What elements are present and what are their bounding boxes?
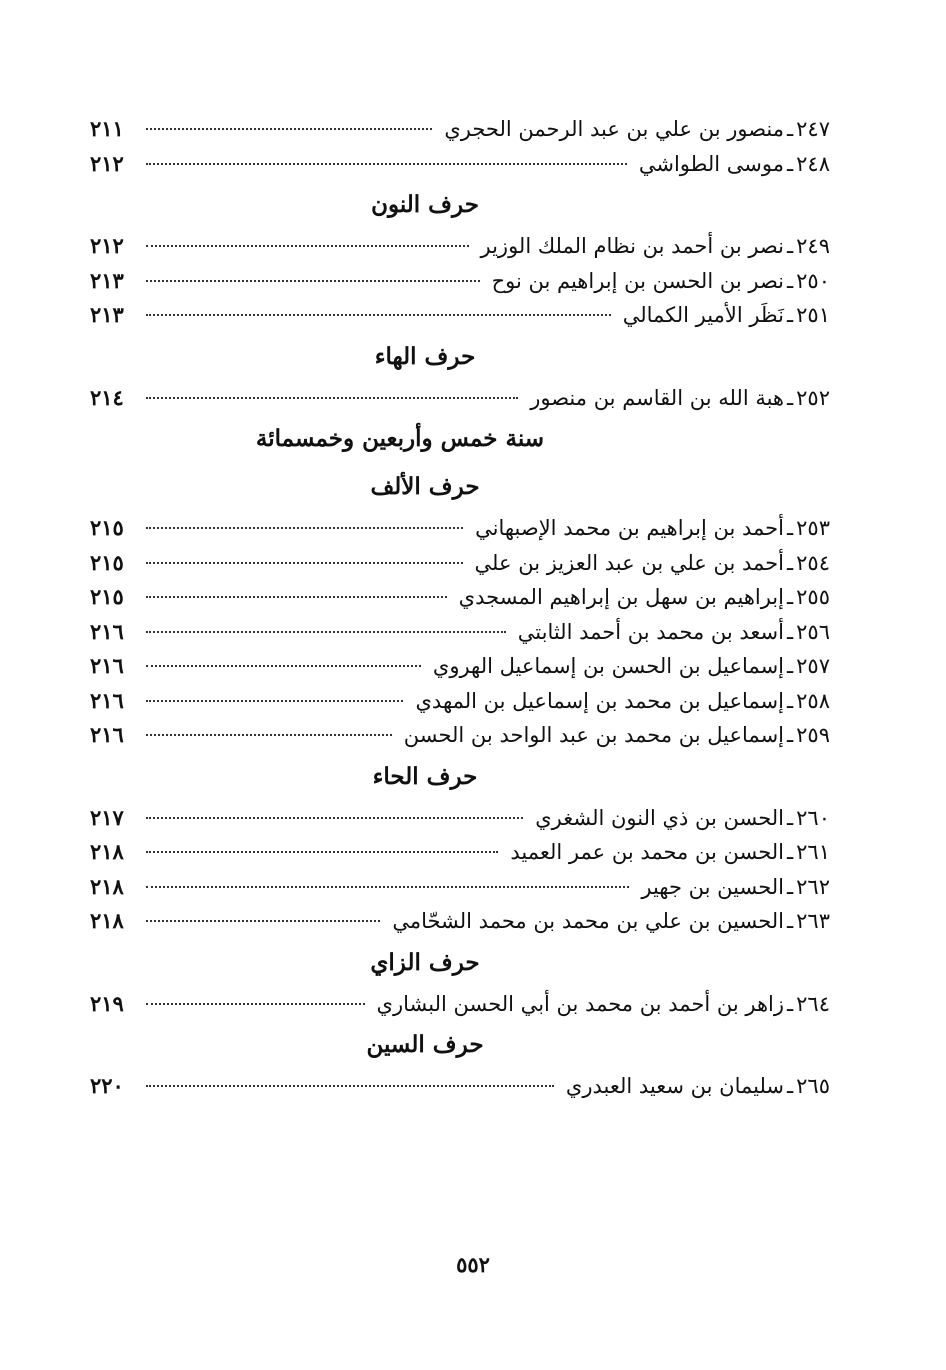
leader-dots <box>146 163 627 165</box>
section-heading: حرف الحاء <box>372 762 478 790</box>
entry-separator: ـ <box>787 151 794 176</box>
entry-number: ٢٥٥ <box>796 585 830 609</box>
entry-number: ٢٦٠ <box>796 805 830 830</box>
leader-dots <box>146 397 518 399</box>
index-entry[interactable] <box>90 904 830 939</box>
leader-dots <box>146 562 463 564</box>
index-entry[interactable] <box>90 229 830 264</box>
entry-name: منصور بن علي بن عبد الرحمن الحجري <box>444 117 784 141</box>
entry-page-number: ٢٢٠ <box>90 1073 124 1098</box>
entry-number: ٢٦١ <box>796 840 830 864</box>
page-number: ٥٥٢ <box>456 1252 490 1277</box>
entry-page-number: ٢١٢ <box>90 233 124 258</box>
entry-number: ٢٥١ <box>796 303 830 327</box>
index-entry[interactable] <box>90 684 830 719</box>
index-entry[interactable] <box>90 835 830 870</box>
entry-number: ٢٥٧ <box>796 654 830 678</box>
entry-name: زاهر بن أحمد بن محمد بن أبي الحسن البشاري <box>376 991 784 1016</box>
leader-dots <box>146 314 611 316</box>
entry-name: أسعد بن محمد بن أحمد الثابتي <box>517 619 784 644</box>
entry-separator: ـ <box>787 585 794 609</box>
entry-page-number: ٢١٥ <box>90 584 124 609</box>
index-entry[interactable] <box>90 381 830 416</box>
entry-name: سليمان بن سعيد العبدري <box>565 1074 784 1098</box>
entry-number: ٢٥٢ <box>796 385 830 410</box>
entry-number: ٢٤٩ <box>796 234 830 258</box>
index-entry[interactable] <box>90 615 830 650</box>
entry-number: ٢٦٢ <box>796 874 830 899</box>
entry-page-number: ٢١٨ <box>90 839 124 864</box>
entry-name: هبة الله بن القاسم بن منصور <box>530 385 784 410</box>
entry-separator: ـ <box>787 991 794 1016</box>
entry-name: الحسن بن ذي النون الشغري <box>535 805 784 830</box>
entry-name: الحسين بن علي بن محمد بن محمد الشحّامي <box>392 909 784 933</box>
index-entry[interactable] <box>90 147 830 182</box>
entry-separator: ـ <box>787 303 794 327</box>
section-heading: حرف الزاي <box>370 948 480 976</box>
index-entry[interactable] <box>90 801 830 836</box>
entry-separator: ـ <box>787 619 794 644</box>
entry-page-number: ٢١٦ <box>90 687 124 713</box>
index-entry[interactable] <box>90 987 830 1022</box>
entry-separator: ـ <box>787 268 794 293</box>
entry-page-number: ٢١٥ <box>90 515 124 540</box>
entry-separator: ـ <box>787 385 794 410</box>
leader-dots <box>146 817 523 819</box>
entry-name: موسى الطواشي <box>638 151 784 176</box>
index-entry[interactable] <box>90 546 830 581</box>
entry-number: ٢٥٣ <box>796 516 830 540</box>
leader-dots <box>146 1085 554 1087</box>
entry-page-number: ٢١٣ <box>90 267 124 293</box>
index-entry[interactable] <box>90 580 830 615</box>
entry-name: الحسين بن جهير <box>641 874 784 899</box>
entry-separator: ـ <box>787 805 794 830</box>
entry-page-number: ٢١١ <box>90 116 124 141</box>
entry-number: ٢٤٧ <box>796 117 830 141</box>
entry-separator: ـ <box>787 909 794 933</box>
entry-name: نَظَر الأمير الكمالي <box>622 303 784 327</box>
entry-page-number: ٢١٦ <box>90 722 124 747</box>
entry-name: إسماعيل بن محمد بن إسماعيل بن المهدي <box>415 688 784 713</box>
entry-separator: ـ <box>787 723 794 747</box>
entry-name: نصر بن الحسن بن إبراهيم بن نوح <box>491 268 784 293</box>
entry-page-number: ٢١٩ <box>90 990 124 1016</box>
entry-page-number: ٢١٧ <box>90 804 124 830</box>
index-entry[interactable] <box>90 264 830 299</box>
entry-number: ٢٦٣ <box>796 909 830 933</box>
leader-dots <box>146 851 498 853</box>
entry-separator: ـ <box>787 234 794 258</box>
entry-name: نصر بن أحمد بن نظام الملك الوزير <box>480 234 784 258</box>
leader-dots <box>146 1003 365 1005</box>
index-entry[interactable] <box>90 718 830 753</box>
leader-dots <box>146 527 463 529</box>
entry-page-number: ٢١٣ <box>90 302 124 327</box>
leader-dots <box>146 280 480 282</box>
entry-separator: ـ <box>787 550 794 575</box>
entry-name: أحمد بن علي بن عبد العزيز بن علي <box>474 550 784 575</box>
entry-name: إسماعيل بن الحسن بن إسماعيل الهروي <box>432 654 784 678</box>
section-heading: حرف الألف <box>370 473 480 500</box>
leader-dots <box>146 734 392 736</box>
entry-number: ٢٦٥ <box>796 1074 830 1098</box>
entry-separator: ـ <box>787 840 794 864</box>
entry-number: ٢٤٨ <box>796 151 830 176</box>
leader-dots <box>146 920 380 922</box>
entry-separator: ـ <box>787 516 794 540</box>
entry-page-number: ٢١٢ <box>90 150 124 176</box>
leader-dots <box>146 665 421 667</box>
index-entry[interactable] <box>90 649 830 684</box>
entry-separator: ـ <box>787 1074 794 1098</box>
leader-dots <box>146 128 432 130</box>
year-heading: سنة خمس وأربعين وخمسمائة <box>255 425 545 452</box>
entry-name: إبراهيم بن سهل بن إبراهيم المسجدي <box>458 585 784 609</box>
index-entry[interactable] <box>90 511 830 546</box>
section-heading: حرف السين <box>366 1031 484 1058</box>
leader-dots <box>146 631 506 633</box>
leader-dots <box>146 886 629 888</box>
entry-name: أحمد بن إبراهيم بن محمد الإصبهاني <box>475 516 784 540</box>
entry-page-number: ٢١٦ <box>90 653 124 678</box>
leader-dots <box>146 700 403 702</box>
entry-number: ٢٦٤ <box>796 991 830 1016</box>
leader-dots <box>146 245 469 247</box>
entry-name: إسماعيل بن محمد بن عبد الواحد بن الحسن <box>403 723 784 747</box>
entry-separator: ـ <box>787 654 794 678</box>
section-heading: حرف النون <box>371 191 479 218</box>
entry-page-number: ٢١٨ <box>90 873 124 899</box>
index-entry[interactable] <box>90 112 830 147</box>
entry-separator: ـ <box>787 117 794 141</box>
index-entry[interactable] <box>90 870 830 905</box>
entry-page-number: ٢١٤ <box>90 384 124 410</box>
entry-number: ٢٥٠ <box>796 268 830 293</box>
entry-page-number: ٢١٦ <box>90 618 124 644</box>
entry-separator: ـ <box>787 874 794 899</box>
entry-page-number: ٢١٥ <box>90 549 124 575</box>
index-entry[interactable] <box>90 1069 830 1104</box>
entry-number: ٢٥٨ <box>796 688 830 713</box>
index-list <box>90 112 830 1104</box>
entry-name: الحسن بن محمد بن عمر العميد <box>510 840 784 864</box>
leader-dots <box>146 596 447 598</box>
entry-page-number: ٢١٨ <box>90 908 124 933</box>
entry-number: ٢٥٩ <box>796 723 830 747</box>
index-entry[interactable] <box>90 298 830 333</box>
entry-separator: ـ <box>787 688 794 713</box>
section-heading: حرف الهاء <box>374 342 476 370</box>
entry-number: ٢٥٦ <box>796 619 830 644</box>
entry-number: ٢٥٤ <box>796 550 830 575</box>
